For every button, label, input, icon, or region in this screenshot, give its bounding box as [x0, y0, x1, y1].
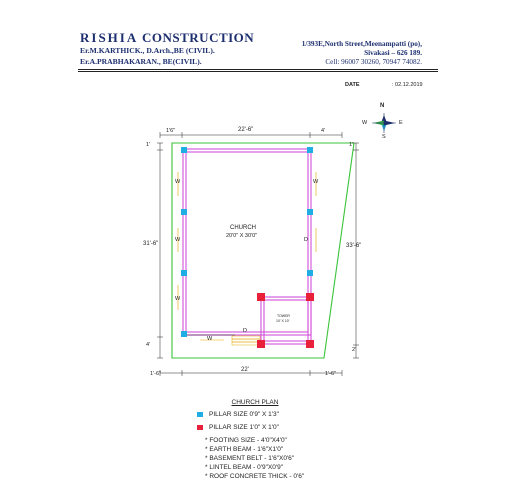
dim-top-right: 4' [321, 128, 326, 134]
dim-left-top: 1' [146, 142, 151, 148]
door-mark-right: D [304, 237, 308, 243]
legend-item-small-pillar [197, 411, 279, 418]
plan-title: CHURCH PLAN [231, 399, 279, 406]
address-line-2: Sivakasi – 626 189. [364, 49, 422, 57]
door-mark-entrance: D [243, 328, 247, 334]
pillar-large [306, 340, 314, 348]
pillar-small [307, 147, 313, 153]
window-mark-left-1: W [175, 179, 181, 185]
dim-left-total: 31'-6" [143, 241, 159, 247]
compass-e: E [399, 120, 403, 126]
dimension-lines [157, 132, 362, 376]
spec-lintel-beam: * LINTEL BEAM - 0'9"X0'9" [205, 464, 284, 471]
compass-icon [372, 113, 396, 133]
dim-bottom-mid: 22' [241, 367, 249, 373]
legend-label-small: PILLAR SIZE 0'9" X 1'3" [209, 411, 279, 418]
plot-boundary [172, 143, 357, 358]
dim-left-bottom: 4' [146, 342, 151, 348]
brand-name: RISHIA [80, 30, 139, 45]
dim-top-left: 1'6" [166, 128, 176, 134]
pillar-small [181, 209, 187, 215]
walls [183, 149, 311, 344]
pillar-large [257, 293, 265, 301]
pillar-small [181, 331, 187, 337]
spec-roof-concrete: * ROOF CONCRETE THICK - 0'6" [205, 473, 305, 480]
date-value: : 02.12.2019 [392, 82, 423, 88]
pillar-small [181, 270, 187, 276]
pillar-small [307, 209, 313, 215]
legend-item-large-pillar [197, 424, 279, 431]
room-name: CHURCH [230, 225, 256, 231]
window-mark-left-3: W [175, 296, 181, 302]
pillars-small [181, 147, 313, 337]
engineer-1: Er.M.KARTHICK., D.Arch.,BE (CIVIL). [80, 46, 215, 55]
pillar-small [307, 270, 313, 276]
window-openings [178, 172, 319, 340]
address-line-1: 1/393E,North Street,Meenampatti (po), [301, 40, 422, 48]
entrance-steps [232, 336, 260, 345]
dim-top-mid: 22'-6" [238, 127, 254, 133]
dim-bottom-left: 1'-6" [150, 371, 161, 377]
dim-right-total: 33'-6" [346, 243, 362, 249]
window-mark-right-1: W [313, 179, 319, 185]
room-size: 20'0" X 30'0" [226, 233, 258, 239]
engineer-2: Er.A.PRABHAKARAN., BE(CIVIL). [80, 57, 202, 66]
address-line-3: Cell: 96007 30260, 70947 74082. [325, 58, 422, 66]
compass-w: W [362, 120, 368, 126]
legend-swatch-red [197, 425, 203, 430]
spec-earth-beam: * EARTH BEAM - 1'6"X1'0" [205, 446, 284, 453]
dim-right-bottom: 2' [352, 347, 357, 353]
window-mark-bottom: W [207, 336, 213, 342]
compass-s: S [382, 134, 386, 140]
compass-n: N [380, 103, 385, 109]
legend-swatch-blue [197, 412, 203, 417]
dim-bottom-right: 1'-6" [325, 371, 336, 377]
pillar-large [257, 340, 265, 348]
brand-suffix: CONSTRUCTION [142, 30, 255, 45]
tower-size: 10' X 10' [276, 319, 290, 323]
pillar-small [181, 147, 187, 153]
date-label: DATE [345, 82, 360, 88]
window-mark-left-2: W [175, 237, 181, 243]
dim-right-top: 1' [349, 142, 354, 148]
legend-label-large: PILLAR SIZE 1'0" X 1'0" [209, 424, 279, 431]
spec-footing: * FOOTING SIZE - 4'0"X4'0" [205, 437, 287, 444]
spec-basement-belt: * BASEMENT BELT - 1'6"X0'6" [205, 455, 295, 462]
pillar-large [306, 293, 314, 301]
tower-name: TOWER [277, 314, 290, 318]
